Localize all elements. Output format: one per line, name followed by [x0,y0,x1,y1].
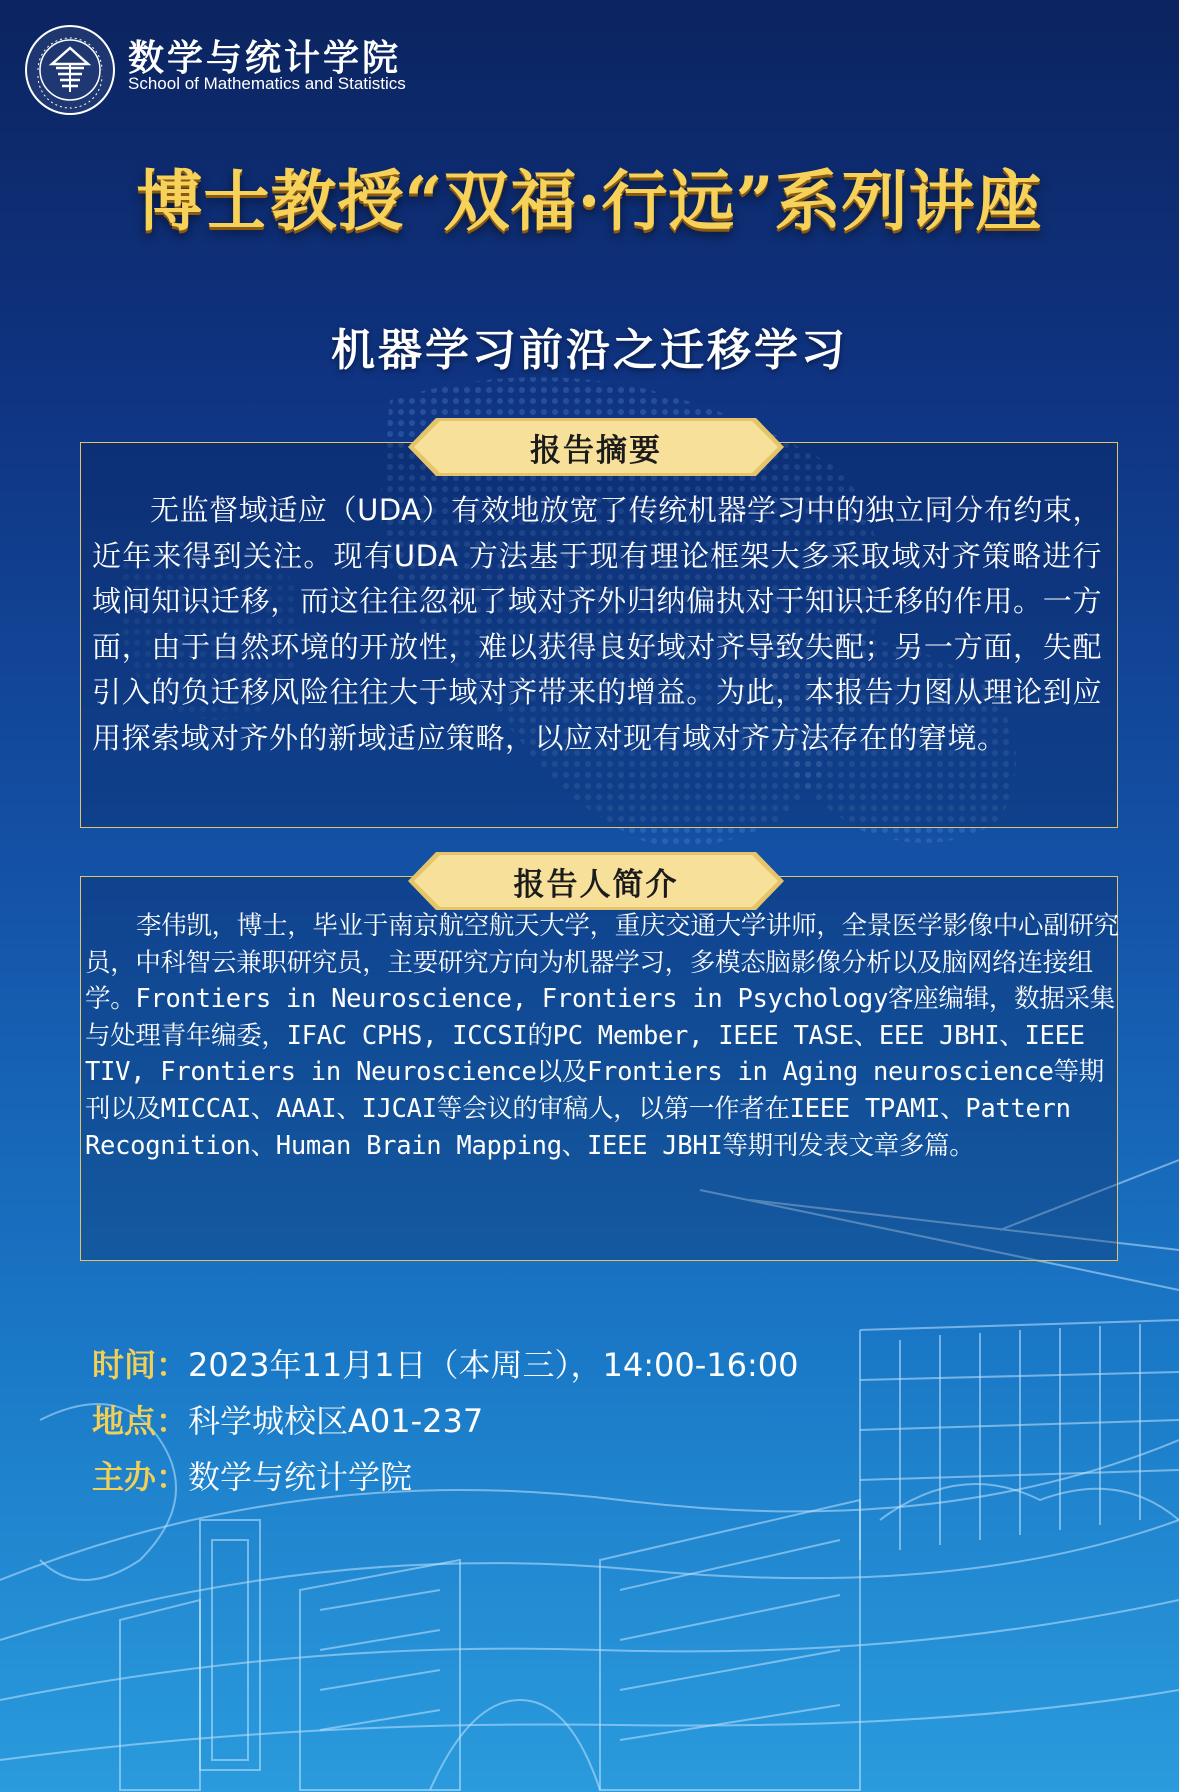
host-row [92,1452,412,1498]
place-label: 地点： [92,1402,189,1440]
place-value: 科学城校区A01-237 [188,1402,484,1440]
abstract-text: 无监督域适应（UDA）有效地放宽了传统机器学习中的独立同分布约束，近年来得到关注。现有UDA 方法基于现有理论框架大多采取域对齐策略进行域间知识迁移，而这往往忽视了域对齐外归纳偏执对于知识迁移的作用。一方面，由于自然环境的开放性，难以获得良好域对齐导致失配；另一方面，失配引入的负迁移风险往往大于域对齐带来的增益。为此，本报告力图从理论到应用探索域对齐外的新域适应策略，以应对现有域对齐方法存在的窘境。 [92,493,1102,755]
time-row [92,1340,799,1386]
lecture-series-title: 博士教授“双福·行远”系列讲座 [136,162,1043,240]
school-name-english: School of Mathematics and Statistics [128,74,406,93]
speaker-label: 报告人简介 [513,866,679,903]
time-value: 2023年11月1日（本周三），14:00-16:00 [188,1346,799,1384]
host-value: 数学与统计学院 [188,1458,413,1496]
abstract-tab [408,418,784,476]
school-name-chinese: 数学与统计学院 [128,38,402,79]
abstract-label: 报告摘要 [530,432,662,469]
host-label: 主办： [92,1458,189,1496]
university-seal-logo [24,24,116,116]
time-label: 时间： [92,1346,189,1384]
talk-title: 机器学习前沿之迁移学习 [331,325,848,376]
place-row [92,1396,483,1442]
speaker-bio-text: 李伟凯，博士，毕业于南京航空航天大学，重庆交通大学讲师，全景医学影像中心副研究员，中科智云兼职研究员，主要研究方向为机器学习，多模态脑影像分析以及脑网络连接组学。Frontiers in Neuroscience, Frontiers in Psychology客座编辑，数据采集与处理青年编委，IFAC CPHS, ICCSI的PC Member, IEEE TASE、EEE JBHI、IEEE TIV, Frontiers in Neuroscience以及Frontiers in Aging neuroscience等期刊以及MICCAI、AAAI、IJCAI等会议的审稿人，以第一作者在IEEE TPAMI、Pattern Recognition、Human Brain Mapping、IEEE JBHI等期刊发表文章多篇。 [85,911,1119,1161]
speaker-tab [408,852,784,910]
